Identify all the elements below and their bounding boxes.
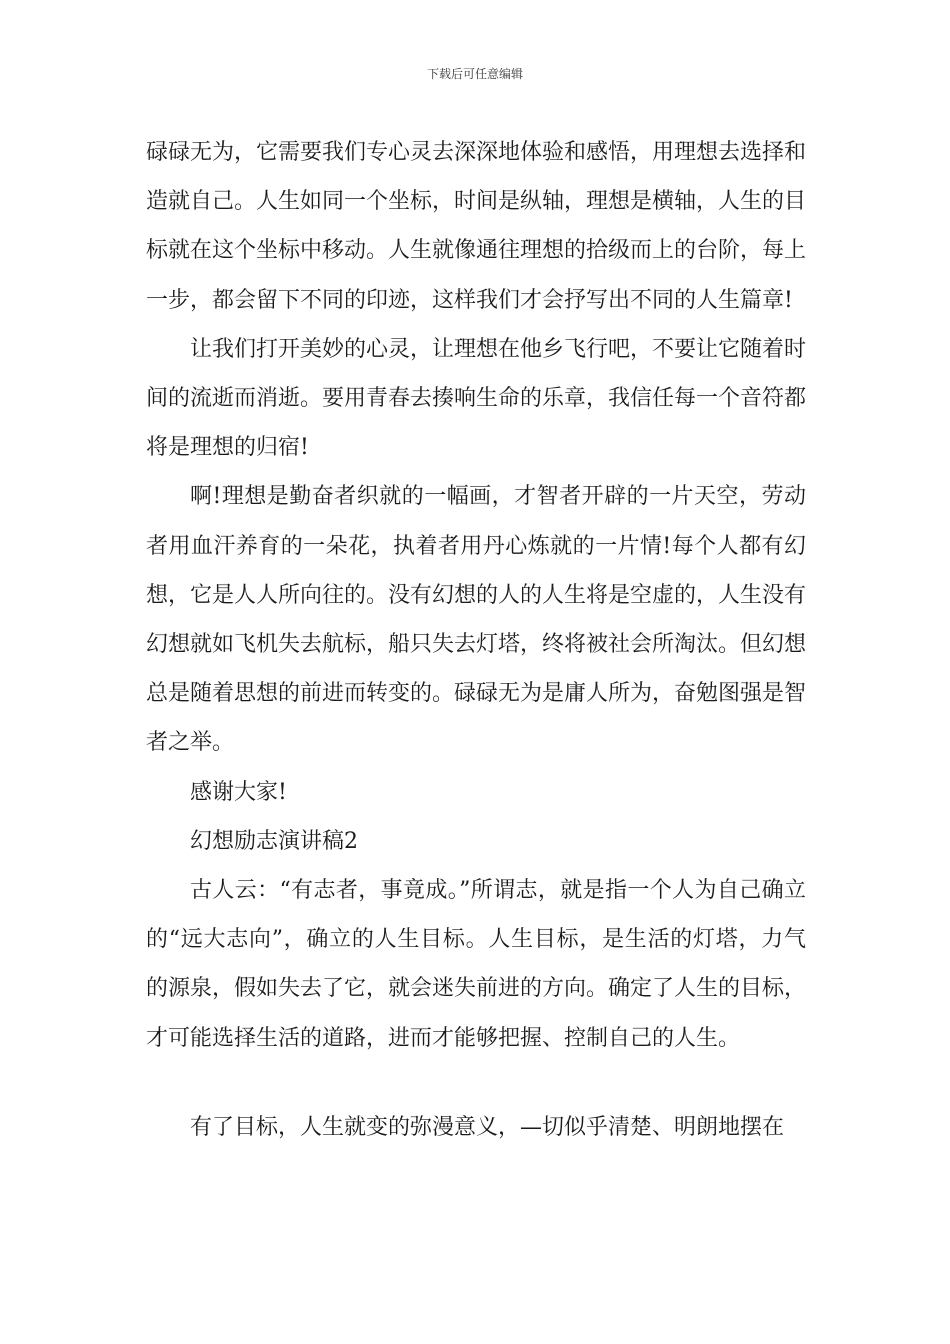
paragraph-ancient-saying: 古人云：“有志者，事竟成。”所谓志，就是指一个人为自己确立的“远大志向”，确立的人生目标。人生目标，是生活的灯塔，力气的源泉，假如失去了它，就会迷失前进的方向。确定了人生的目标，才可能选择生活的道路，进而才能够把握、控制自己的人生。 xyxy=(146,878,807,1051)
document-body xyxy=(146,128,806,1152)
paragraph-continuation: 碌碌无为，它需要我们专心灵去深深地体验和感悟，用理想去选择和造就自己。人生如同一个坐标，时间是纵轴，理想是横轴，人生的目标就在这个坐标中移动。人生就像通往理想的拾级而上的台阶，每上一步，都会留下不同的印迹，这样我们才会抒写出不同的人生篇章! xyxy=(146,140,807,313)
section-title: 幻想励志演讲稿2 xyxy=(190,828,358,854)
paragraph-gap xyxy=(146,1063,806,1103)
paragraph-thanks: 感谢大家! xyxy=(190,779,287,805)
paragraph-with-goal: 有了目标，人生就变的弥漫意义，—切似乎清楚、明朗地摆在 xyxy=(190,1114,785,1140)
paragraph-ideal-painting: 啊!理想是勤奋者织就的一幅画，才智者开辟的一片天空，劳动者用血汗养育的一朵花，执着者用丹心炼就的一片情!每个人都有幻想，它是人人所向往的。没有幻想的人的人生将是空虚的，人生没有幻想就如飞机失去航标，船只失去灯塔，终将被社会所淘汰。但幻想总是随着思想的前进而转变的。碌碌无为是庸人所为，奋勉图强是智者之举。 xyxy=(146,484,807,756)
paragraph-open-heart: 让我们打开美妙的心灵，让理想在他乡飞行吧，不要让它随着时间的流逝而消逝。要用青春去揍响生命的乐章，我信任每一个音符都将是理想的归宿! xyxy=(146,336,807,461)
page-header-note: 下载后可任意编辑 xyxy=(426,67,523,81)
